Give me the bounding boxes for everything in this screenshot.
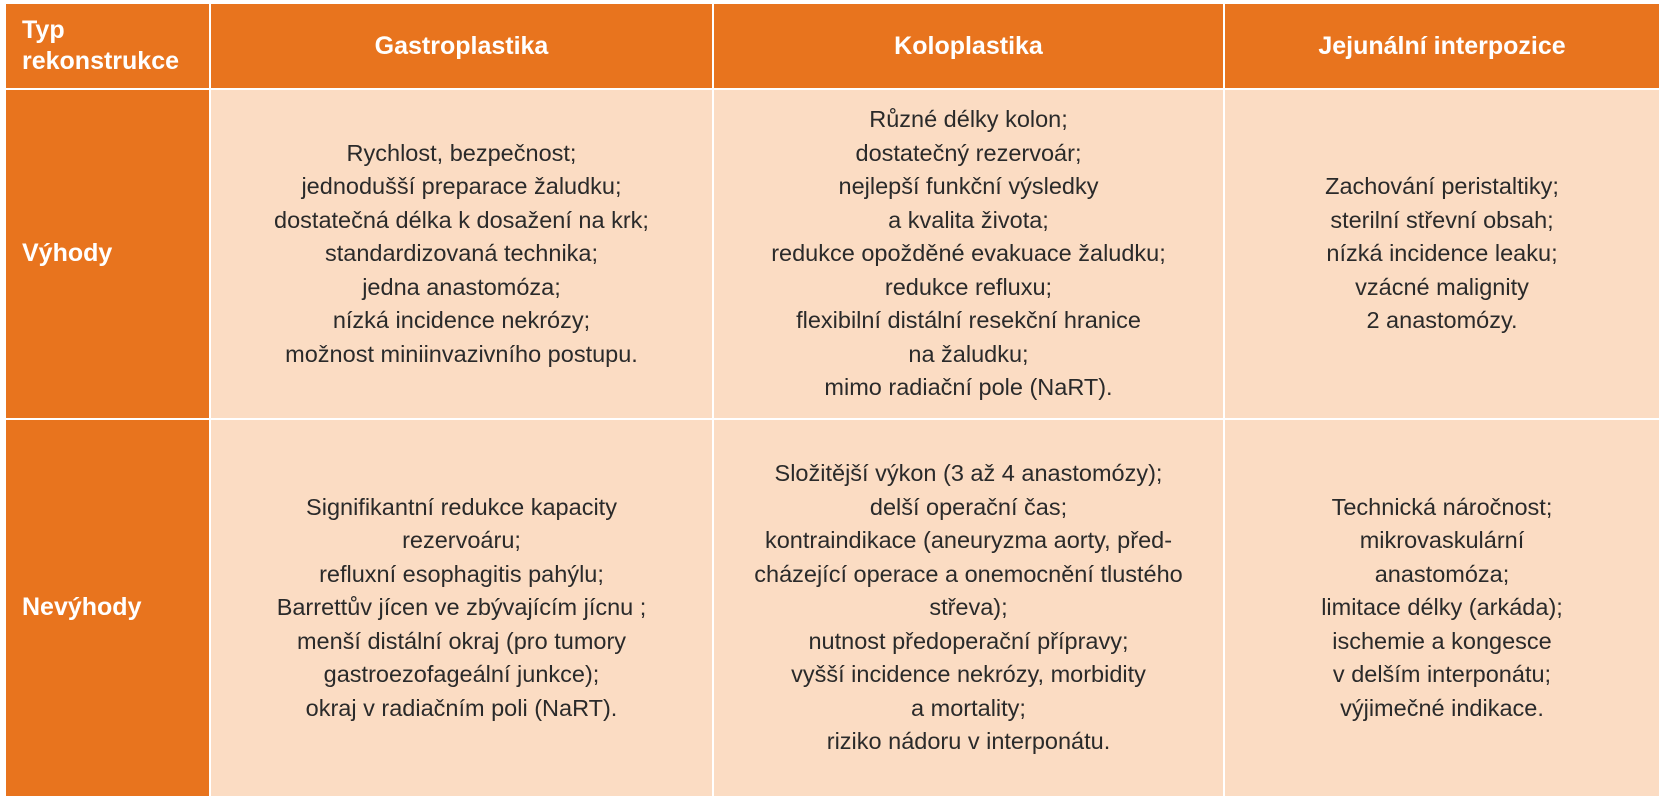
cell-line: mikrovaskulární [1359,527,1525,554]
cell-line: rezervoáru; [402,527,521,554]
cell-nevyhody-koloplastika [713,419,1224,797]
cell-line: okraj v radiačním poli (NaRT). [305,694,618,721]
cell-line: nutnost předoperační přípravy; [808,627,1129,654]
cell-line: anastomóza; [1374,560,1510,587]
cell-line: menší distální okraj (pro tumory [296,627,627,654]
cell-line: nízká incidence leaku; [1326,240,1558,267]
table-row-vyhody [5,89,1660,419]
cell-line: standardizovaná technika; [324,240,599,267]
cell-line: nejlepší funkční výsledky [838,173,1099,200]
cell-line: redukce opožděné evakuace žaludku; [771,240,1166,267]
cell-line: nízká incidence nekrózy; [332,307,591,334]
row-label-nevyhody: Nevýhody [5,419,210,797]
cell-line: na žaludku; [908,340,1029,367]
cell-line: Různé délky kolon; [869,106,1068,133]
cell-line: výjimečné indikace. [1340,694,1544,721]
cell-line: mimo radiační pole (NaRT). [824,374,1113,401]
cell-line: vyšší incidence nekrózy, morbidity [791,661,1146,688]
cell-line: riziko nádoru v interponátu. [826,728,1111,755]
table-row-nevyhody [5,419,1660,797]
header-cell-koloplastika: Koloplastika [713,3,1224,89]
cell-line: a mortality; [911,694,1026,721]
cell-line: kontraindikace (aneuryzma aorty, před- [764,527,1173,554]
header-cell-gastroplastika: Gastroplastika [210,3,713,89]
row-label-vyhody: Výhody [5,89,210,419]
header-type-line2: rekonstrukce [22,47,180,75]
cell-nevyhody-jejunalni-interpozice [1224,419,1660,797]
cell-line: jedna anastomóza; [362,273,561,300]
cell-line: sterilní střevní obsah; [1330,206,1554,233]
cell-vyhody-jejunalni-interpozice [1224,89,1660,419]
cell-line: delší operační čas; [869,493,1068,520]
cell-vyhody-gastroplastika [210,89,713,419]
header-cell-type [5,3,210,89]
cell-line: gastroezofageální junkce); [323,661,600,688]
cell-line: Rychlost, bezpečnost; [346,139,577,166]
cell-line: dostatečná délka k dosažení na krk; [274,206,649,233]
cell-line: flexibilní distální resekční hranice [796,307,1141,334]
cell-line: 2 anastomózy. [1366,307,1518,334]
cell-line: střeva); [929,594,1008,621]
cell-line: a kvalita života; [888,206,1049,233]
reconstruction-comparison-table [4,2,1661,798]
cell-line: vzácné malignity [1355,273,1529,300]
cell-line: Signifikantní redukce kapacity [306,493,617,520]
cell-vyhody-koloplastika [713,89,1224,419]
cell-line: redukce refluxu; [884,273,1053,300]
cell-line: Technická náročnost; [1331,493,1553,520]
cell-line: Barrettův jícen ve zbývajícím jícnu ; [276,594,647,621]
cell-line: možnost miniinvazivního postupu. [285,340,638,367]
header-cell-jejunalni-interpozice: Jejunální interpozice [1224,3,1660,89]
header-type-line1: Typ [22,16,65,44]
cell-line: Zachování peristaltiky; [1325,173,1559,200]
cell-line: v delším interponátu; [1332,661,1552,688]
header-row [5,3,1660,89]
cell-line: Složitější výkon (3 až 4 anastomózy); [774,460,1163,487]
cell-line: limitace délky (arkáda); [1321,594,1563,621]
cell-line: cházející operace a onemocnění tlustého [754,560,1183,587]
cell-line: ischemie a kongesce [1332,627,1552,654]
cell-nevyhody-gastroplastika [210,419,713,797]
cell-line: jednodušší preparace žaludku; [301,173,622,200]
cell-line: refluxní esophagitis pahýlu; [319,560,604,587]
cell-line: dostatečný rezervoár; [855,139,1082,166]
